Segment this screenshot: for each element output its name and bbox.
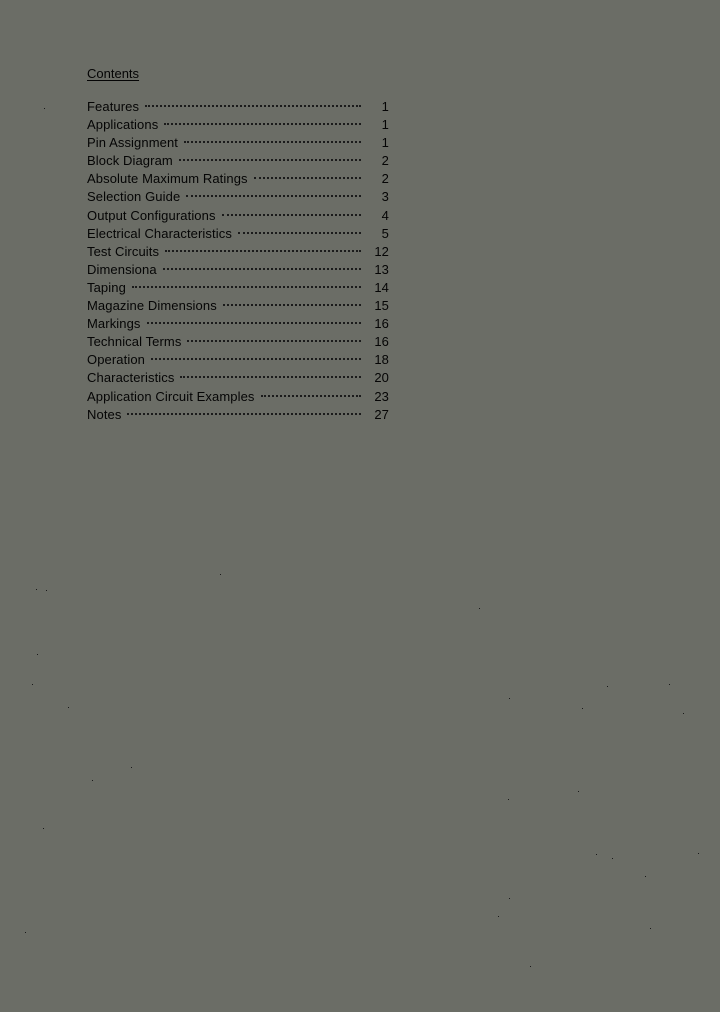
scan-speck (36, 589, 37, 590)
toc-entry-page: 20 (374, 370, 389, 386)
toc-entry-label: Dimensiona (87, 261, 157, 277)
toc-entry-page: 16 (374, 316, 389, 332)
scan-speck (683, 713, 684, 714)
scan-speck (650, 928, 651, 929)
scan-speck (68, 707, 69, 708)
scan-speck (509, 898, 510, 899)
toc-entry-page: 3 (381, 189, 389, 205)
toc-entry-page: 1 (381, 117, 389, 133)
toc-title: Contents (87, 66, 140, 81)
toc-entry-page: 2 (381, 153, 389, 169)
toc-entry-label: Characteristics (87, 370, 175, 386)
toc-entry-page: 5 (381, 225, 389, 241)
toc-entry-page: 18 (374, 352, 389, 368)
toc-entry-page: 16 (374, 334, 389, 350)
scan-speck (92, 780, 93, 781)
toc-entry-label: Absolute Maximum Ratings (87, 171, 248, 187)
scan-speck (479, 608, 480, 609)
toc-entry-label: Test Circuits (87, 243, 160, 259)
toc-entry-page: 1 (381, 99, 389, 114)
toc-entry-label: Technical Terms (87, 334, 182, 350)
toc-entry-label: Notes (87, 406, 122, 422)
scan-speck (698, 853, 699, 854)
toc-entry-label: Output Configurations (87, 207, 216, 223)
toc-entry-label: Block Diagram (87, 153, 173, 169)
scan-speck (645, 876, 646, 877)
toc-entry-page: 23 (374, 388, 389, 404)
scan-speck (612, 858, 613, 859)
scan-speck (37, 654, 38, 655)
toc-entry-page: 1 (381, 135, 389, 151)
scan-speck (131, 767, 132, 768)
toc-entry-label: Operation (87, 352, 145, 368)
toc-entry-page: 15 (374, 298, 389, 314)
toc-entry-page: 4 (381, 207, 389, 223)
toc-entry-label: Markings (87, 316, 141, 332)
toc-entry-page: 2 (381, 171, 389, 187)
scan-speck (509, 698, 510, 699)
scan-speck (508, 799, 509, 800)
toc-entry-label: Taping (87, 279, 126, 295)
scan-speck (44, 108, 45, 109)
scan-speck (46, 590, 47, 591)
toc-entry-label: Applications (87, 117, 159, 133)
toc-entry-label: Pin Assignment (87, 135, 179, 151)
scan-speck (220, 574, 221, 575)
toc-entry-label: Features (87, 99, 140, 114)
toc-entry-page: 13 (374, 261, 389, 277)
toc-entry-label: Magazine Dimensions (87, 298, 217, 314)
scan-speck (32, 684, 33, 685)
scan-speck (596, 854, 597, 855)
toc-entry-page: 14 (374, 279, 389, 295)
scan-speck (498, 916, 499, 917)
scan-speck (43, 828, 44, 829)
toc-entry-page: 27 (374, 406, 389, 422)
toc-entry-page: 12 (374, 243, 389, 259)
scan-speck (530, 966, 531, 967)
toc-entry-label: Electrical Characteristics (87, 225, 232, 241)
scan-speck (582, 708, 583, 709)
scan-speck (669, 684, 670, 685)
scan-speck (578, 791, 579, 792)
scan-speck (607, 686, 608, 687)
toc-entry-label: Application Circuit Examples (87, 388, 255, 404)
scan-speck (25, 932, 26, 933)
toc-entry-label: Selection Guide (87, 189, 181, 205)
